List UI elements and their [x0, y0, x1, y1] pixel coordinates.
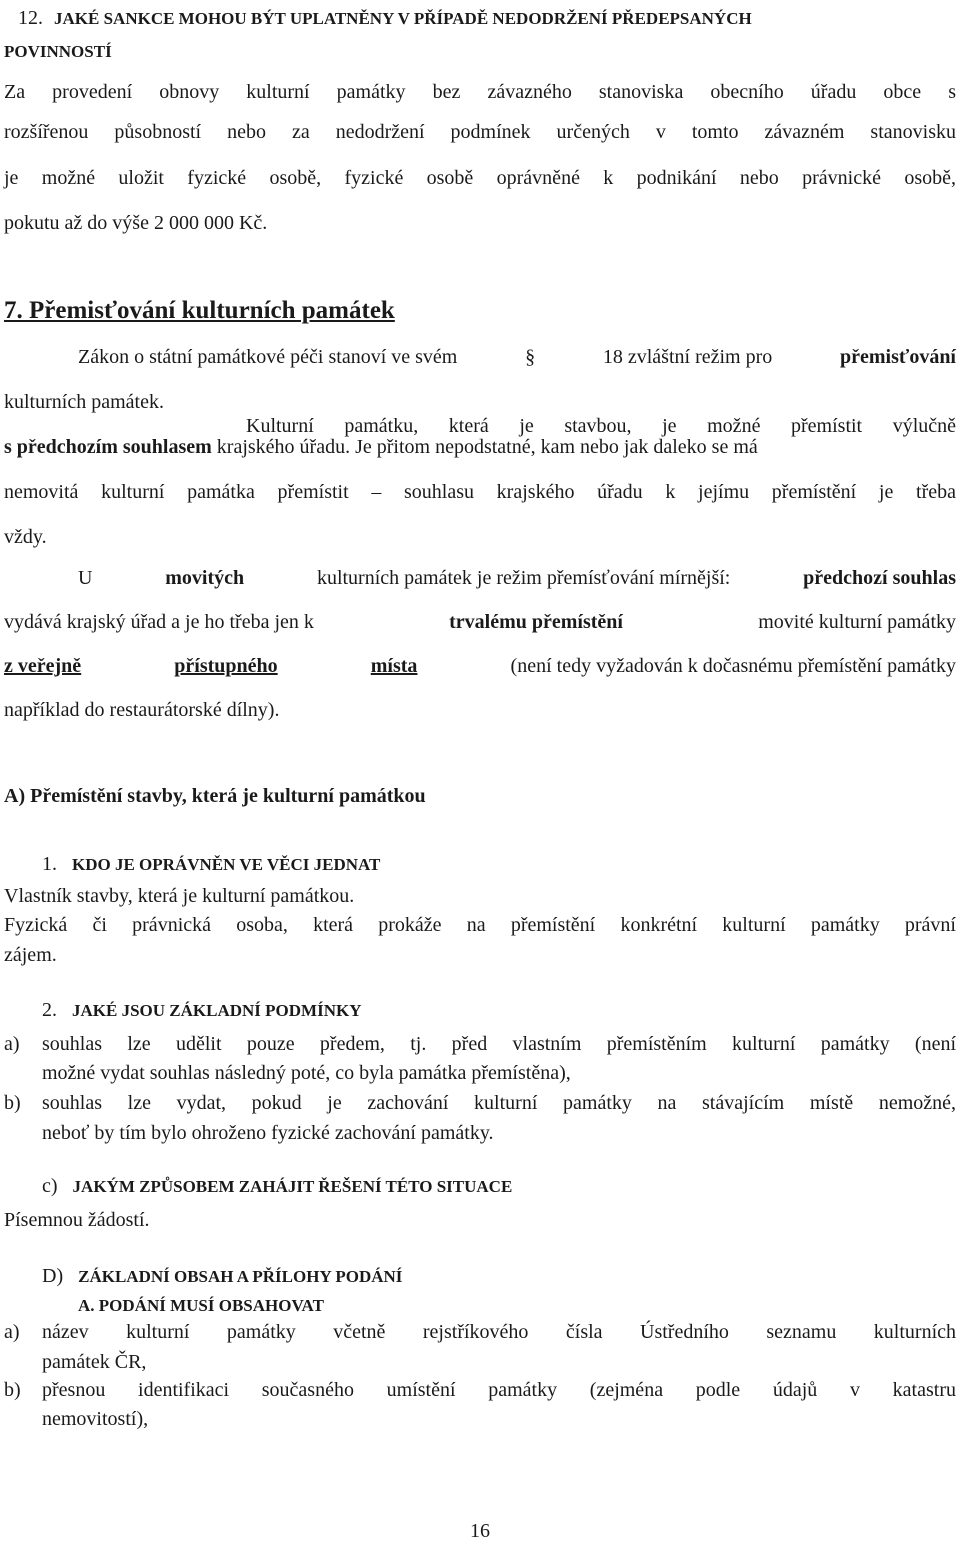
a-d-title: ZÁKLADNÍ OBSAH A PŘÍLOHY PODÁNÍ	[78, 1267, 403, 1286]
a-s1-title: KDO JE OPRÁVNĚN VE VĚCI JEDNAT	[72, 855, 381, 874]
s7-q-line2	[4, 610, 956, 634]
a-s1-number: 1.	[42, 853, 57, 875]
a-d-heading	[42, 1264, 402, 1289]
a-d-item-b-line1-text: přesnou identifikaci současného umístění památky (zejména podle údajů v katastru	[42, 1379, 956, 1401]
s7-p-line3	[4, 435, 758, 459]
s7-line1-bold: přemisťování	[840, 346, 956, 368]
section-7-heading: 7. Přemisťování kulturních památek	[4, 297, 395, 324]
s7-q2-a: vydává krajský úřad a je ho třeba jen k	[4, 611, 314, 633]
s7-p-line2	[4, 390, 956, 437]
s7-q3-bold1: z veřejně	[4, 655, 82, 677]
s7-q2-bold: trvalému přemístění	[449, 611, 623, 633]
a-d-item-a-label: a)	[4, 1321, 20, 1343]
a-s2-number: 2.	[42, 999, 57, 1021]
a-d-item-b-label: b)	[4, 1379, 21, 1401]
a-d-subheading: A. PODÁNÍ MUSÍ OBSAHOVAT	[78, 1296, 324, 1315]
s12-para-line3	[4, 166, 956, 190]
s7-p-line1	[78, 345, 956, 369]
a-d-item-a-line1	[42, 1320, 956, 1344]
a-d-label: D)	[42, 1265, 64, 1287]
s7-q1-bold1: movitých	[165, 567, 245, 589]
a-item-b-label: b)	[4, 1092, 21, 1114]
s7-p-line4	[4, 480, 956, 504]
a-s1-line3: zájem.	[4, 944, 57, 966]
a-item-b-line1-text: souhlas lze vydat, pokud je zachování kulturní památky na stávajícím místě nemožné,	[42, 1092, 956, 1114]
s7-q-line3	[4, 654, 956, 678]
a-item-a-line1-text: souhlas lze udělit pouze předem, tj. před vlastním přemístěním kulturní památky (není	[42, 1033, 956, 1055]
section-12-heading	[18, 6, 752, 31]
a-s1-line2	[4, 913, 956, 937]
s7-q2-b: movité kulturní památky	[758, 611, 956, 633]
a-s1-heading	[42, 852, 380, 877]
a-c-heading	[42, 1174, 512, 1199]
section-12-title-cont: POVINNOSTÍ	[4, 42, 112, 61]
s7-q3-bold2: přístupného	[174, 655, 278, 677]
s7-line3-b: Je přitom nepodstatné, kam nebo jak daleko se má	[355, 436, 758, 458]
s7-line1-a: Zákon o státní památkové péči stanoví ve svém	[78, 346, 458, 368]
a-d-item-b-line1	[42, 1378, 956, 1402]
s7-line1-b: 18 zvláštní režim pro	[602, 346, 773, 368]
s7-line3-a: krajského úřadu.	[216, 436, 351, 458]
a-d-item-b-line2: nemovitostí),	[42, 1408, 149, 1430]
a-s1-line2-text: Fyzická či právnická osoba, která prokáže na přemístění konkrétní kulturní památky právní	[4, 914, 956, 936]
a-item-a-line1	[42, 1032, 956, 1056]
a-s2-title: JAKÉ JSOU ZÁKLADNÍ PODMÍNKY	[72, 1001, 362, 1020]
s12-para-line2	[4, 120, 956, 144]
s7-q3-b: (není tedy vyžadován k dočasnému přemístění památky	[510, 655, 956, 677]
a-d-item-a-line2: památek ČR,	[42, 1351, 147, 1373]
s7-q3-bold3: místa	[370, 655, 418, 677]
a-item-a-line2: možné vydat souhlas následný poté, co byla památka přemístěna),	[42, 1062, 571, 1084]
section-sign: §	[525, 346, 536, 368]
s12-line3-text: je možné uložit fyzické osobě, fyzické osobě oprávněné k podnikání nebo právnické osobě,	[4, 167, 956, 189]
a-c-title: JAKÝM ZPŮSOBEM ZAHÁJIT ŘEŠENÍ TÉTO SITUACE	[72, 1177, 513, 1196]
s7-line4-text: nemovitá kulturní památka přemístit – souhlasu krajského úřadu k jejímu přemístění je třeba	[4, 481, 956, 503]
section-12-title: JAKÉ SANKCE MOHOU BÝT UPLATNĚNY V PŘÍPADĚ NEDODRŽENÍ PŘEDEPSANÝCH	[54, 9, 752, 28]
s7-q1-bold2: předchozí souhlas	[803, 567, 956, 589]
page-number: 16	[470, 1520, 490, 1542]
s7-line2-b: Kulturní památku, která je stavbou, je možné přemístit výlučně	[246, 415, 956, 437]
s7-line2-a: kulturních památek.	[4, 391, 164, 413]
a-s1-line1: Vlastník stavby, která je kulturní památkou.	[4, 885, 355, 907]
section-12-number: 12.	[18, 7, 43, 29]
s12-para-line1	[4, 80, 956, 104]
s12-line2-text: rozšířenou působností nebo za nedodržení podmínek určených v tomto závazném stanovisku	[4, 121, 956, 143]
s7-line3-bold: s předchozím souhlasem	[4, 436, 212, 458]
a-item-b-line2: neboť by tím bylo ohroženo fyzické zachování památky.	[42, 1122, 494, 1144]
s7-q-line1	[78, 566, 956, 590]
a-item-b-line1	[42, 1091, 956, 1115]
a-c-label: c)	[42, 1175, 58, 1197]
a-item-a-label: a)	[4, 1033, 20, 1055]
a-s2-heading	[42, 998, 362, 1023]
s12-para-line4: pokutu až do výše 2 000 000 Kč.	[4, 212, 268, 234]
s7-q1-b: kulturních památek je režim přemísťování mírnější:	[316, 567, 731, 589]
s7-p-line5: vždy.	[4, 526, 47, 548]
section-a-heading: A) Přemístění stavby, která je kulturní památkou	[4, 785, 426, 807]
a-c-text: Písemnou žádostí.	[4, 1209, 150, 1231]
s7-q-line4: například do restaurátorské dílny).	[4, 699, 280, 721]
a-d-item-a-line1-text: název kulturní památky včetně rejstříkového čísla Ústředního seznamu kulturních	[42, 1321, 956, 1343]
s7-q1-a: U	[78, 567, 93, 589]
s12-line1-text: Za provedení obnovy kulturní památky bez závazného stanoviska obecního úřadu obce s	[4, 81, 956, 103]
